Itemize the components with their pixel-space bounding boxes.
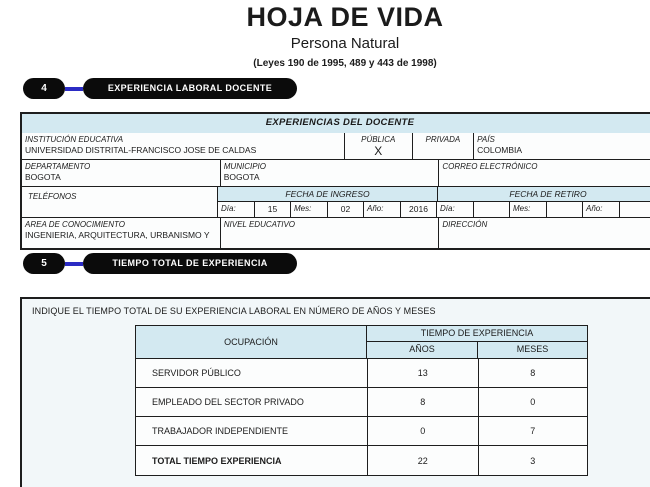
anos-value: 8 [368, 388, 479, 416]
privada-cell [413, 133, 475, 159]
section-5-title: TIEMPO TOTAL DE EXPERIENCIA [83, 253, 297, 274]
table-row-total [136, 446, 587, 475]
table-row-servidor-publico [136, 359, 587, 388]
telefonos-label: TELÉFONOS [28, 192, 77, 201]
fecha-retiro-label: FECHA DE RETIRO [438, 187, 650, 201]
municipio-value: BOGOTA [223, 172, 260, 182]
retiro-ano-label: Año: [583, 202, 620, 217]
pais-cell [474, 133, 650, 159]
ocupacion-value: SERVIDOR PÚBLICO [136, 359, 368, 387]
fechas-values [218, 202, 650, 217]
tiempo-header-group [367, 326, 587, 358]
total-label: TOTAL TIEMPO EXPERIENCIA [136, 446, 368, 475]
total-meses-value: 3 [530, 455, 536, 466]
ingreso-mes-label: Mes: [291, 202, 328, 217]
tiempo-subheader [367, 342, 587, 358]
row-institucion [22, 133, 650, 160]
publica-label: PÚBLICA [361, 135, 396, 144]
section-5-header [23, 253, 297, 274]
municipio-label: MUNICIPIO [223, 162, 266, 171]
tiempo-experiencia-box [20, 297, 650, 487]
institucion-value: UNIVERSIDAD DISTRITAL-FRANCISCO JOSE DE CALDAS [25, 145, 257, 155]
section-4-number-badge: 4 [23, 78, 65, 99]
ingreso-dia-value: 15 [255, 202, 291, 217]
retiro-mes-label: Mes: [510, 202, 547, 217]
departamento-value: BOGOTA [25, 172, 61, 182]
col-anos-header: AÑOS [367, 342, 478, 358]
pais-value: COLOMBIA [477, 145, 523, 155]
ingreso-ano-label: Año: [364, 202, 401, 217]
direccion-cell [439, 218, 650, 248]
form-header [0, 0, 650, 69]
area-conocimiento-value: INGENIERIA, ARQUITECTURA, URBANISMO Y [25, 230, 210, 240]
total-anos-value: 22 [368, 446, 479, 475]
direccion-label: DIRECCIÓN [442, 220, 488, 229]
col-ocupacion-header: OCUPACIÓN [136, 326, 367, 358]
retiro-dia-label: Día: [437, 202, 474, 217]
ocupacion-value: TRABAJADOR INDEPENDIENTE [136, 417, 368, 445]
section-4-header [23, 78, 297, 99]
section-4-title: EXPERIENCIA LABORAL DOCENTE [83, 78, 297, 99]
ingreso-mes-value: 02 [328, 202, 364, 217]
row-telefonos-fechas [22, 187, 650, 218]
page-title: HOJA DE VIDA [246, 2, 444, 32]
nivel-educativo-cell [221, 218, 440, 248]
fechas-header [218, 187, 650, 202]
municipio-cell [221, 160, 440, 186]
departamento-cell [22, 160, 221, 186]
experiencias-docente-table [20, 112, 650, 250]
pais-label: PAÍS [477, 135, 495, 144]
retiro-dia-value [474, 202, 510, 217]
table-row-sector-privado [136, 388, 587, 417]
ocupacion-value: EMPLEADO DEL SECTOR PRIVADO [136, 388, 368, 416]
table-row-independiente [136, 417, 587, 446]
section-5-number-badge: 5 [23, 253, 65, 274]
anos-value: 13 [368, 359, 479, 387]
privada-label: PRIVADA [425, 135, 461, 144]
page-subtitle: Persona Natural [290, 35, 400, 52]
tiempo-table-header [136, 326, 587, 359]
ingreso-dia-label: Día: [218, 202, 255, 217]
row-area-conocimiento [22, 218, 650, 248]
nivel-educativo-label: NIVEL EDUCATIVO [223, 220, 296, 229]
departamento-label: DEPARTAMENTO [25, 162, 91, 171]
fecha-ingreso-label: FECHA DE INGRESO [218, 187, 438, 201]
publica-checkmark: X [374, 144, 383, 158]
laws-reference: (Leyes 190 de 1995, 489 y 443 de 1998) [253, 58, 437, 69]
area-conocimiento-cell [22, 218, 221, 248]
retiro-ano-value [620, 202, 650, 217]
correo-cell [439, 160, 650, 186]
telefonos-cell [22, 187, 218, 217]
section-5-connector-line [65, 262, 83, 266]
retiro-mes-value [547, 202, 583, 217]
anos-value: 0 [368, 417, 479, 445]
meses-value: 8 [530, 368, 536, 378]
ingreso-ano-value: 2016 [401, 202, 437, 217]
tiempo-experiencia-table [135, 325, 588, 476]
experiencia-instruction: INDIQUE EL TIEMPO TOTAL DE SU EXPERIENCIA LABORAL EN NÚMERO DE AÑOS Y MESES [32, 306, 436, 316]
institucion-label: INSTITUCIÓN EDUCATIVA [25, 135, 124, 144]
row-ubicacion [22, 160, 650, 187]
fechas-block [218, 187, 650, 217]
institucion-cell [22, 133, 345, 159]
col-meses-header: MESES [478, 342, 587, 358]
meses-value: 7 [530, 426, 536, 436]
meses-value: 0 [530, 397, 536, 407]
table-title: EXPERIENCIAS DEL DOCENTE [22, 114, 650, 133]
publica-cell [345, 133, 413, 159]
area-conocimiento-label: AREA DE CONOCIMIENTO [25, 220, 126, 229]
section-4-connector-line [65, 87, 83, 91]
col-tiempo-header: TIEMPO DE EXPERIENCIA [367, 326, 587, 342]
correo-label: CORREO ELECTRÓNICO [442, 162, 538, 171]
